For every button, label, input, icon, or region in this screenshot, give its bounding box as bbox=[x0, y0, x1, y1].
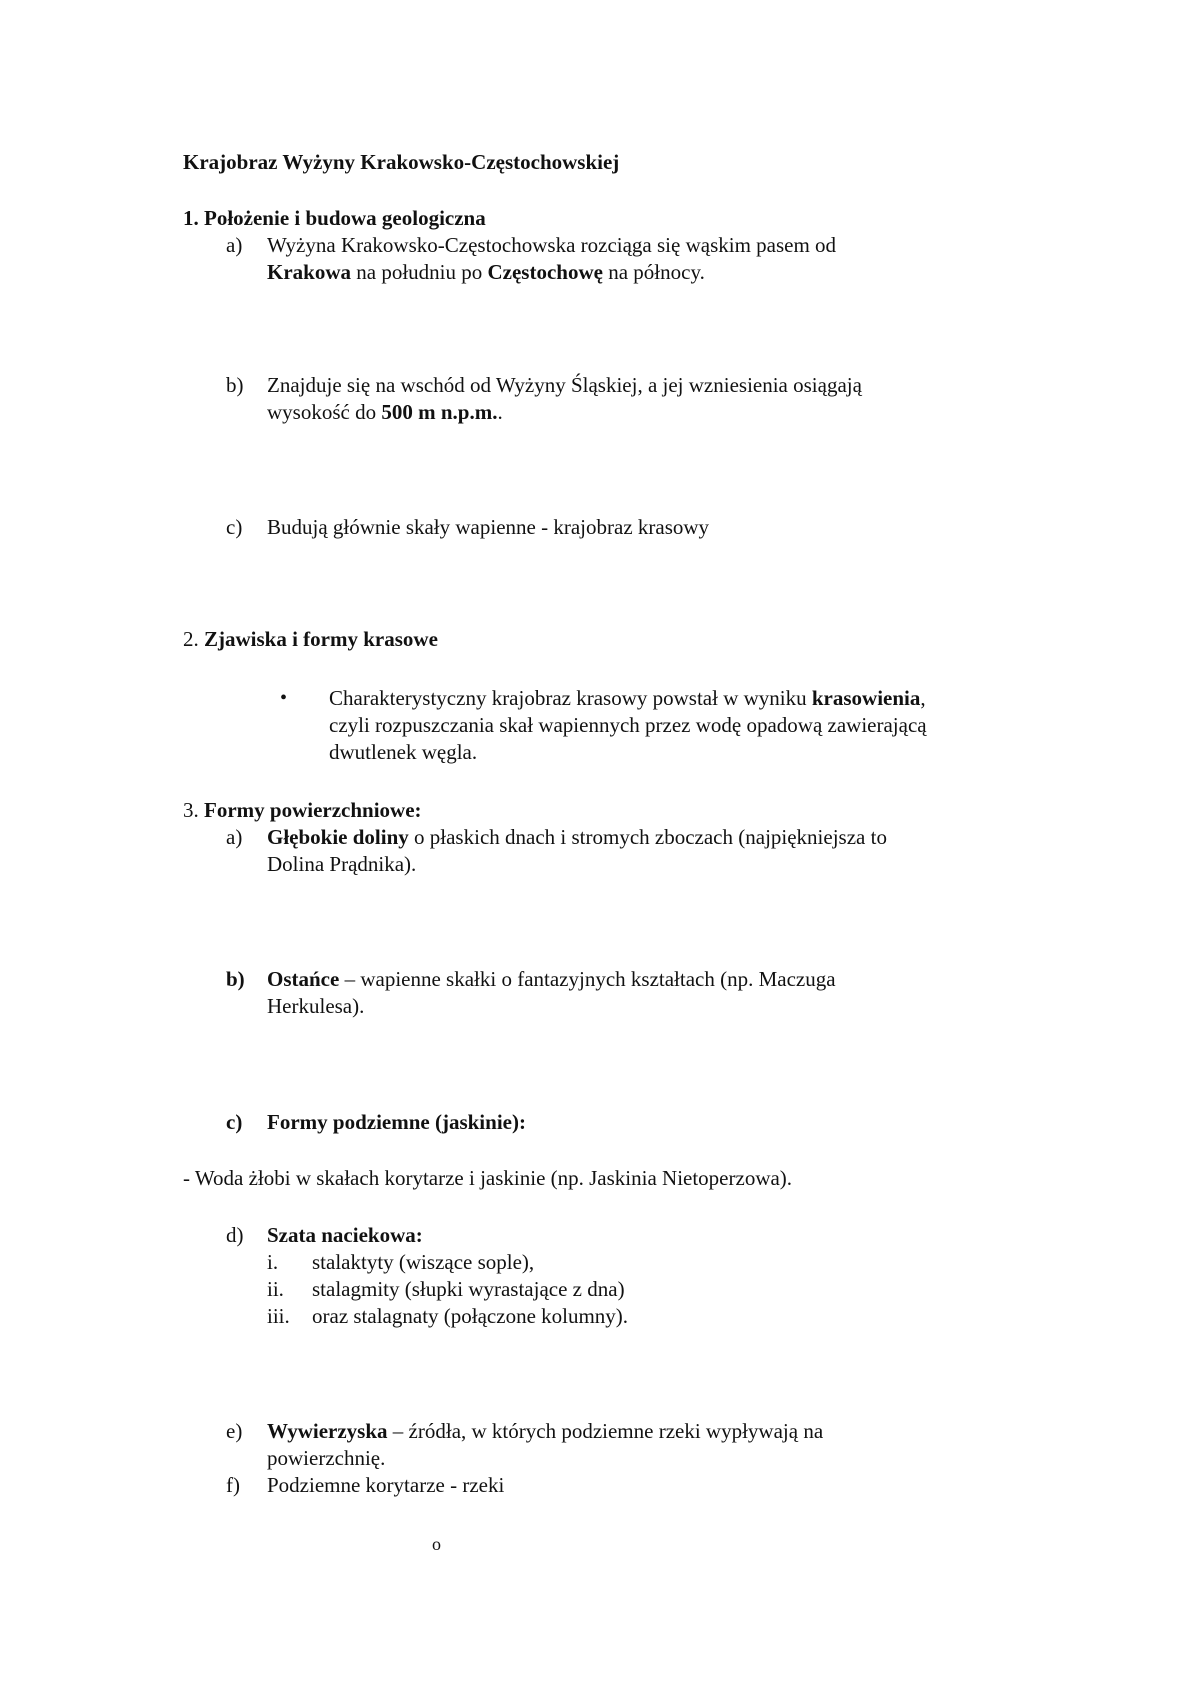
section-2-title: Zjawiska i formy krasowe bbox=[204, 627, 438, 651]
item-1c-marker: c) bbox=[226, 515, 243, 539]
roman-item-1-number: i. bbox=[267, 1250, 279, 1274]
item-3d-marker: d) bbox=[226, 1223, 244, 1247]
text-segment: Charakterystyczny krajobraz krasowy powstał w wyniku bbox=[329, 686, 812, 710]
roman-item-3-text: oraz stalagnaty (połączone kolumny). bbox=[312, 1304, 629, 1328]
item-3d-line-1: Szata naciekowa: bbox=[267, 1223, 423, 1247]
item-3a-line-2: Dolina Prądnika). bbox=[267, 852, 417, 876]
item-3b-line-2: Herkulesa). bbox=[267, 994, 365, 1018]
item-1a-line-2 bbox=[267, 259, 705, 285]
bullet-icon: • bbox=[280, 687, 288, 709]
dash-line: - Woda żłobi w skałach korytarze i jaskinie (np. Jaskinia Nietoperzowa). bbox=[183, 1166, 793, 1190]
bold-krakowa: Krakowa bbox=[267, 260, 351, 284]
item-3f-line-1: Podziemne korytarze - rzeki bbox=[267, 1473, 505, 1497]
bold-glebokie-doliny: Głębokie doliny bbox=[267, 825, 409, 849]
item-1b-line-1: Znajduje się na wschód od Wyżyny Śląskiej, a jej wzniesienia osiągają bbox=[267, 373, 862, 397]
bold-czestochowe: Częstochowę bbox=[487, 260, 603, 284]
text-segment: . bbox=[497, 400, 503, 424]
section-3-number: 3. bbox=[183, 798, 204, 822]
bullet-line-1 bbox=[329, 685, 926, 711]
item-1a-marker: a) bbox=[226, 233, 243, 257]
bold-wywierzyska: Wywierzyska bbox=[267, 1419, 388, 1443]
item-3c-marker: c) bbox=[226, 1110, 243, 1134]
text-segment: , bbox=[920, 686, 926, 710]
document-title: Krajobraz Wyżyny Krakowsko-Częstochowskiej bbox=[183, 150, 620, 174]
section-1-heading: 1. Położenie i budowa geologiczna bbox=[183, 206, 486, 230]
item-1c-line-1: Budują głównie skały wapienne - krajobraz krasowy bbox=[267, 515, 710, 539]
section-3-heading bbox=[183, 797, 422, 823]
section-2-heading bbox=[183, 626, 438, 652]
roman-item-2-number: ii. bbox=[267, 1277, 284, 1301]
circle-bullet-icon: o bbox=[432, 1534, 441, 1554]
text-segment: wysokość do bbox=[267, 400, 382, 424]
text-segment: na północy. bbox=[602, 260, 705, 284]
text-segment: o płaskich dnach i stromych zboczach (najpiękniejsza to bbox=[408, 825, 887, 849]
roman-item-1-text: stalaktyty (wiszące sople), bbox=[312, 1250, 535, 1274]
item-1b-marker: b) bbox=[226, 373, 244, 397]
item-3e-line-1 bbox=[267, 1418, 823, 1444]
item-3e-marker: e) bbox=[226, 1419, 243, 1443]
item-3c-line-1: Formy podziemne (jaskinie): bbox=[267, 1110, 526, 1134]
item-3a-marker: a) bbox=[226, 825, 243, 849]
text-segment: – źródła, w których podziemne rzeki wypływają na bbox=[387, 1419, 824, 1443]
bullet-line-3: dwutlenek węgla. bbox=[329, 740, 478, 764]
roman-item-3-number: iii. bbox=[267, 1304, 290, 1328]
bold-ostance: Ostańce bbox=[267, 967, 340, 991]
roman-item-2-text: stalagmity (słupki wyrastające z dna) bbox=[312, 1277, 625, 1301]
item-3e-line-2: powierzchnię. bbox=[267, 1446, 386, 1470]
item-3b-line-1 bbox=[267, 966, 836, 992]
item-3f-marker: f) bbox=[226, 1473, 240, 1497]
item-3b-marker: b) bbox=[226, 967, 245, 991]
section-2-number: 2. bbox=[183, 627, 204, 651]
bold-krasowienia: krasowienia bbox=[811, 686, 921, 710]
item-3a-line-1 bbox=[267, 824, 887, 850]
text-segment: na południu po bbox=[351, 260, 488, 284]
bold-altitude: 500 m n.p.m. bbox=[381, 400, 498, 424]
text-segment: – wapienne skałki o fantazyjnych kształtach (np. Maczuga bbox=[339, 967, 836, 991]
section-3-title: Formy powierzchniowe: bbox=[204, 798, 422, 822]
item-1a-line-1: Wyżyna Krakowsko-Częstochowska rozciąga się wąskim pasem od bbox=[267, 233, 837, 257]
item-1b-line-2 bbox=[267, 399, 503, 425]
bullet-line-2: czyli rozpuszczania skał wapiennych przez wodę opadową zawierającą bbox=[329, 713, 927, 737]
